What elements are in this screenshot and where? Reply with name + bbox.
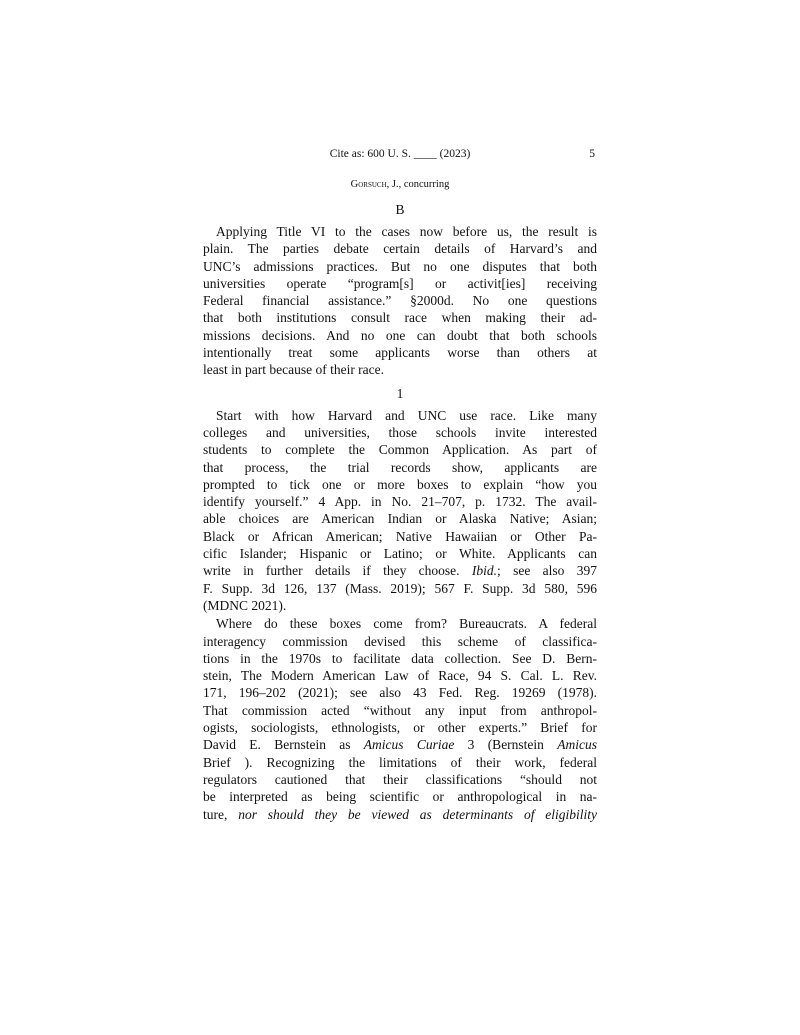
text-line: interagency commission devised this scheme of classifica- bbox=[203, 633, 597, 649]
running-head bbox=[203, 146, 597, 166]
text-line bbox=[203, 736, 597, 753]
author-role: , J., concurring bbox=[386, 179, 450, 190]
text-line: Brief ). Recognizing the limitations of their work, federal bbox=[203, 754, 597, 770]
italic-term: Amicus Curiae bbox=[363, 737, 455, 753]
text-line: identify yourself.” 4 App. in No. 21–707, p. 1732. The avail- bbox=[203, 494, 597, 510]
text-line: least in part because of their race. bbox=[203, 362, 385, 378]
text-line: Federal financial assistance.” §2000d. No one questions bbox=[203, 293, 597, 309]
text-line: prompted to tick one or more boxes to explain “how you bbox=[203, 476, 597, 492]
author-line bbox=[203, 179, 597, 193]
text-run: David E. Bernstein as bbox=[203, 737, 364, 753]
text-line: Start with how Harvard and UNC use race. Like many bbox=[216, 407, 597, 423]
text-line: colleges and universities, those schools invite interested bbox=[203, 424, 597, 440]
text-line: regulators cautioned that their classifications “should not bbox=[203, 771, 597, 787]
text-line: that process, the trial records show, applicants are bbox=[203, 459, 597, 475]
author-name: Gorsuch bbox=[350, 179, 387, 190]
text-line: That commission acted “without any input from anthropol- bbox=[203, 702, 597, 718]
text-line: that both institutions consult race when making their ad- bbox=[203, 310, 597, 326]
text-run: write in further details if they choose. bbox=[203, 563, 472, 579]
text-line: (MDNC 2021). bbox=[203, 597, 287, 613]
text-line: 171, 196–202 (2021); see also 43 Fed. Reg. 19269 (1978). bbox=[203, 685, 597, 701]
text-line: able choices are American Indian or Alaska Native; Asian; bbox=[203, 511, 597, 527]
text-line: plain. The parties debate certain details of Harvard’s and bbox=[203, 241, 597, 257]
text-run: 3 (Bernstein bbox=[454, 737, 558, 753]
text-line: missions decisions. And no one can doubt that both schools bbox=[203, 327, 597, 343]
opinion-page bbox=[203, 146, 597, 823]
text-line: ogists, sociologists, ethnologists, or other experts.” Brief for bbox=[203, 720, 597, 736]
section-heading-b: B bbox=[395, 202, 405, 217]
text-line: UNC’s admissions practices. But no one disputes that both bbox=[203, 258, 597, 274]
page-number: 5 bbox=[589, 148, 595, 160]
paragraph-section-b bbox=[203, 223, 597, 379]
text-line: tions in the 1970s to facilitate data collection. See D. Bern- bbox=[203, 650, 597, 666]
paragraph-1 bbox=[203, 407, 597, 615]
text-line: Where do these boxes come from? Bureaucrats. A federal bbox=[216, 616, 597, 632]
text-line: stein, The Modern American Law of Race, 94 S. Cal. L. Rev. bbox=[203, 668, 597, 684]
text-run: ture, bbox=[203, 806, 239, 822]
text-line: universities operate “program[s] or activit[ies] receiving bbox=[203, 275, 597, 291]
text-line: intentionally treat some applicants worse than others at bbox=[203, 345, 597, 361]
citation-ibid: Ibid. bbox=[471, 563, 498, 579]
section-heading-1: 1 bbox=[396, 385, 404, 401]
text-line: Applying Title VI to the cases now before us, the result is bbox=[216, 224, 597, 239]
text-line bbox=[203, 562, 597, 579]
italic-term: Amicus bbox=[557, 737, 597, 753]
text-line: F. Supp. 3d 126, 137 (Mass. 2019); 567 F. Supp. 3d 580, 596 bbox=[203, 580, 597, 596]
italic-phrase: nor should they be viewed as determinants of eligibility bbox=[238, 806, 598, 822]
text-line: be interpreted as being scientific or anthropological in na- bbox=[203, 789, 597, 805]
citation-header: Cite as: 600 U. S. ____ (2023) bbox=[329, 148, 471, 160]
paragraph-2 bbox=[203, 615, 597, 823]
text-run: ; see also 397 bbox=[497, 563, 597, 579]
text-line bbox=[203, 806, 597, 823]
text-line: students to complete the Common Application. As part of bbox=[203, 442, 597, 458]
text-line: Black or African American; Native Hawaiian or Other Pa- bbox=[203, 528, 597, 544]
text-line: cific Islander; Hispanic or Latino; or White. Applicants can bbox=[203, 546, 597, 562]
